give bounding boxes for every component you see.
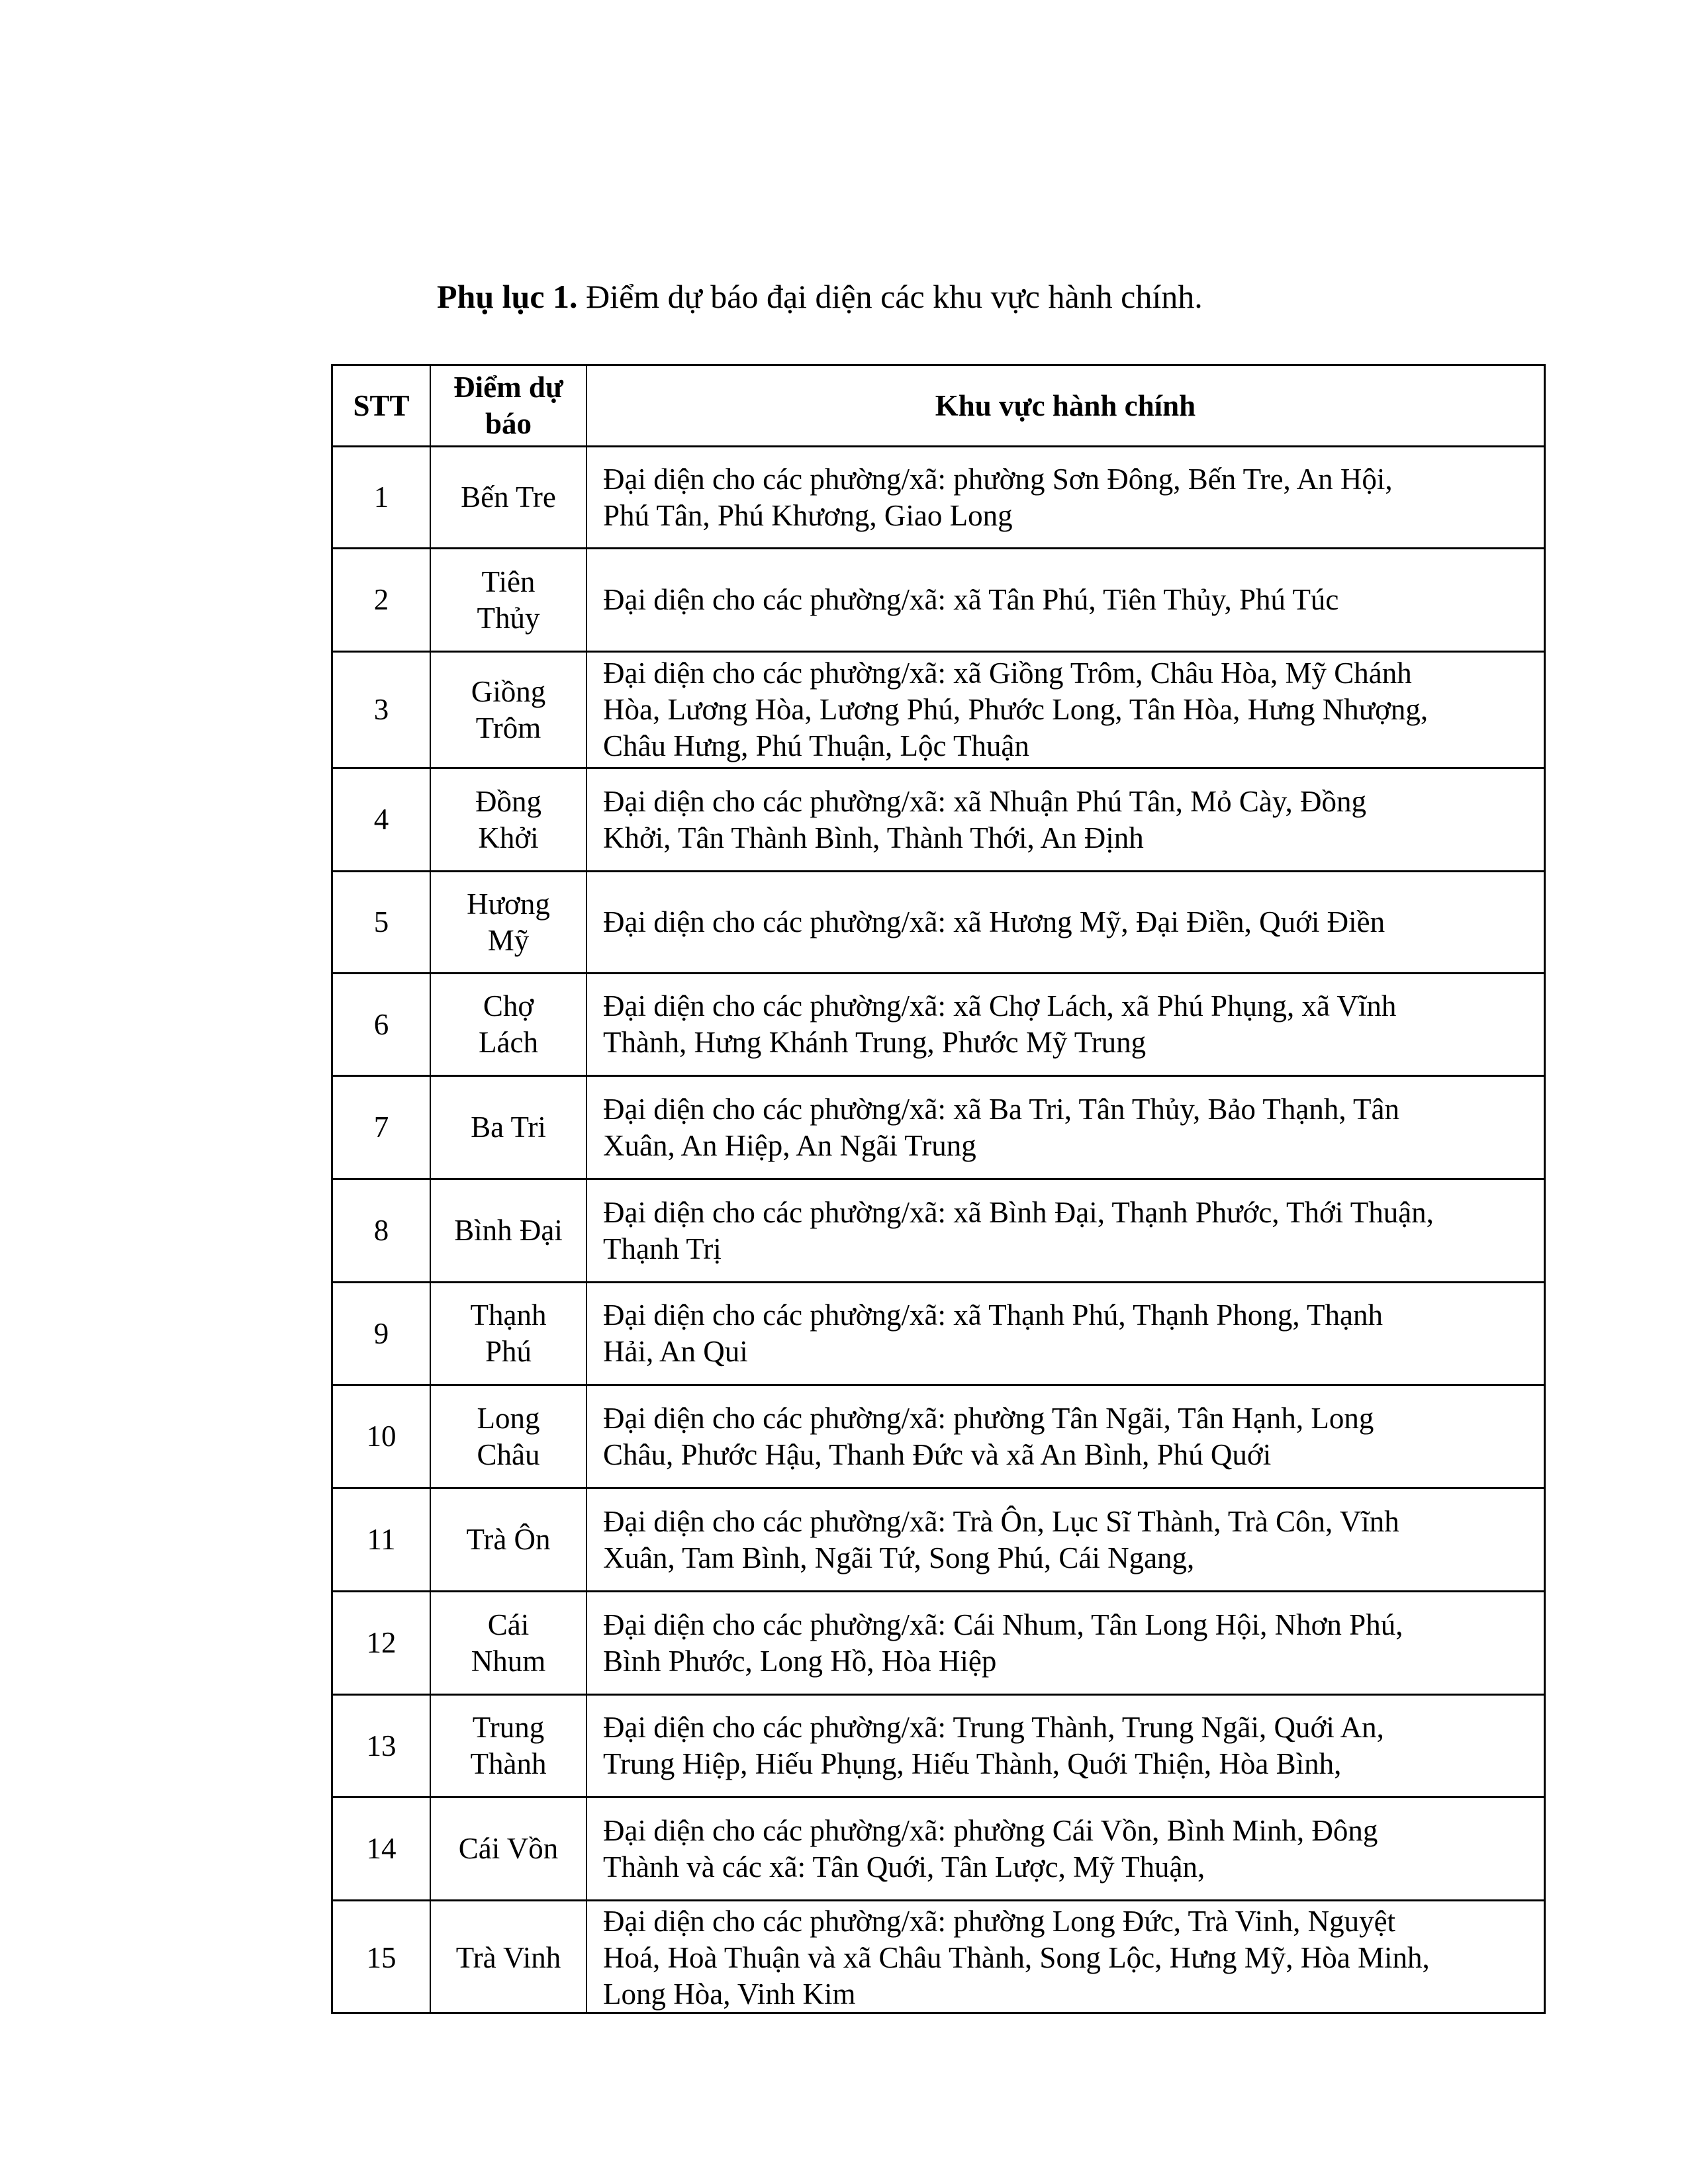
cell-forecast-point [431, 1283, 587, 1384]
header-stt-label: STT [353, 388, 410, 422]
admin-area-line: Thạnh Trị [603, 1232, 722, 1265]
appendix-caption: Điểm dự báo đại diện các khu vực hành chính. [586, 278, 1203, 315]
forecast-point-name: Trôm [475, 711, 541, 745]
admin-area-line: Khởi, Tân Thành Bình, Thành Thới, An Định [603, 821, 1144, 854]
admin-area-line: Đại diện cho các phường/xã: phường Long Đức, Trà Vinh, Nguyệt [603, 1904, 1396, 1938]
cell-stt [333, 1077, 431, 1178]
cell-admin-area [587, 872, 1544, 972]
cell-forecast-point [431, 1696, 587, 1796]
stt-value: 12 [366, 1626, 397, 1659]
admin-area-line: Bình Phước, Long Hồ, Hòa Hiệp [603, 1644, 997, 1678]
admin-area-line: Đại diện cho các phường/xã: xã Thạnh Phú, Thạnh Phong, Thạnh [603, 1298, 1383, 1332]
header-forecast-point [431, 366, 587, 445]
stt-value: 15 [366, 1940, 397, 1974]
table-header-row [333, 366, 1544, 445]
cell-admin-area [587, 1077, 1544, 1178]
cell-stt [333, 1901, 431, 2014]
cell-stt [333, 549, 431, 651]
forecast-point-name: Bến Tre [461, 480, 556, 514]
cell-stt [333, 1798, 431, 1899]
cell-stt [333, 653, 431, 767]
cell-admin-area [587, 1180, 1544, 1281]
cell-admin-area [587, 1283, 1544, 1384]
appendix-title [437, 277, 1203, 316]
cell-stt [333, 1489, 431, 1590]
cell-admin-area [587, 1489, 1544, 1590]
cell-admin-area [587, 1696, 1544, 1796]
cell-forecast-point [431, 1180, 587, 1281]
cell-stt [333, 447, 431, 547]
admin-area-line: Đại diện cho các phường/xã: xã Chợ Lách, xã Phú Phụng, xã Vĩnh [603, 989, 1397, 1023]
stt-value: 4 [373, 803, 389, 836]
admin-area-line: Phú Tân, Phú Khương, Giao Long [603, 498, 1013, 532]
admin-area-line: Trung Hiệp, Hiếu Phụng, Hiếu Thành, Quới Thiện, Hòa Bình, [603, 1747, 1342, 1780]
admin-area-line: Đại diện cho các phường/xã: xã Hương Mỹ, Đại Điền, Quới Điền [603, 905, 1385, 938]
forecast-point-name: Nhum [471, 1644, 546, 1678]
admin-area-line: Châu, Phước Hậu, Thanh Đức và xã An Bình, Phú Quới [603, 1437, 1272, 1471]
table-row [333, 547, 1544, 651]
table-row [333, 445, 1544, 547]
table-row [333, 767, 1544, 870]
forecast-point-name: Khởi [478, 821, 539, 854]
forecast-point-name: Long [477, 1401, 540, 1435]
table-row [333, 972, 1544, 1075]
admin-area-line: Đại diện cho các phường/xã: xã Nhuận Phú Tân, Mỏ Cày, Đồng [603, 784, 1366, 818]
stt-value: 8 [373, 1214, 389, 1247]
header-admin-area [587, 366, 1544, 445]
table-row [333, 1590, 1544, 1694]
stt-value: 6 [373, 1007, 389, 1041]
appendix-label: Phụ lục 1. [437, 278, 578, 315]
admin-area-line: Hoá, Hoà Thuận và xã Châu Thành, Song Lộc, Hưng Mỹ, Hòa Minh, [603, 1940, 1430, 1974]
forecast-point-name: Lách [479, 1026, 538, 1059]
admin-area-line: Thành, Hưng Khánh Trung, Phước Mỹ Trung [603, 1026, 1147, 1059]
cell-stt [333, 1386, 431, 1487]
stt-value: 9 [373, 1316, 389, 1350]
cell-forecast-point [431, 974, 587, 1075]
cell-stt [333, 769, 431, 870]
table-row [333, 870, 1544, 972]
cell-admin-area [587, 653, 1544, 767]
table-row [333, 1694, 1544, 1796]
forecast-point-name: Mỹ [487, 923, 530, 957]
header-forecast-point-line: báo [485, 407, 532, 440]
cell-forecast-point [431, 549, 587, 651]
admin-area-line: Đại diện cho các phường/xã: xã Bình Đại, Thạnh Phước, Thới Thuận, [603, 1195, 1434, 1229]
cell-stt [333, 1696, 431, 1796]
cell-forecast-point [431, 1077, 587, 1178]
forecast-point-name: Cái [487, 1608, 530, 1641]
cell-admin-area [587, 1592, 1544, 1694]
stt-value: 10 [366, 1420, 397, 1453]
header-admin-area-label: Khu vực hành chính [935, 388, 1196, 422]
stt-value: 14 [366, 1832, 397, 1865]
admin-area-line: Xuân, An Hiệp, An Ngãi Trung [603, 1128, 976, 1162]
table-row [333, 1281, 1544, 1384]
forecast-point-name: Cái Vồn [458, 1832, 559, 1865]
cell-forecast-point [431, 1592, 587, 1694]
cell-stt [333, 872, 431, 972]
admin-area-line: Long Hòa, Vinh Kim [603, 1977, 856, 2011]
table-row [333, 1487, 1544, 1590]
forecast-point-name: Châu [477, 1437, 540, 1471]
forecast-point-name: Chợ [483, 989, 534, 1023]
cell-forecast-point [431, 447, 587, 547]
stt-value: 11 [367, 1523, 396, 1556]
admin-area-line: Đại diện cho các phường/xã: xã Tân Phú, Tiên Thủy, Phú Túc [603, 583, 1339, 616]
admin-area-line: Xuân, Tam Bình, Ngãi Tứ, Song Phú, Cái Ngang, [603, 1541, 1195, 1574]
cell-forecast-point [431, 1901, 587, 2014]
cell-admin-area [587, 769, 1544, 870]
header-forecast-point-line: Điểm dự [453, 371, 563, 404]
forecast-points-table [331, 364, 1546, 2014]
cell-forecast-point [431, 1798, 587, 1899]
forecast-point-name: Phú [485, 1335, 532, 1368]
cell-admin-area [587, 1798, 1544, 1899]
admin-area-line: Hòa, Lương Hòa, Lương Phú, Phước Long, Tân Hòa, Hưng Nhượng, [603, 693, 1429, 726]
admin-area-line: Đại diện cho các phường/xã: xã Giồng Trôm, Châu Hòa, Mỹ Chánh [603, 657, 1412, 690]
forecast-point-name: Hương [467, 887, 550, 921]
forecast-point-name: Thành [470, 1747, 547, 1780]
cell-admin-area [587, 1901, 1544, 2014]
forecast-point-name: Thạnh [470, 1298, 547, 1332]
forecast-point-name: Giồng [471, 674, 546, 708]
cell-forecast-point [431, 1386, 587, 1487]
admin-area-line: Đại diện cho các phường/xã: phường Tân Ngãi, Tân Hạnh, Long [603, 1401, 1374, 1435]
forecast-point-name: Trà Ôn [466, 1523, 551, 1556]
admin-area-line: Đại diện cho các phường/xã: phường Cái Vồn, Bình Minh, Đông [603, 1813, 1378, 1847]
cell-stt [333, 1283, 431, 1384]
stt-value: 1 [373, 480, 389, 514]
cell-admin-area [587, 974, 1544, 1075]
forecast-point-name: Thủy [477, 601, 540, 635]
table-row [333, 651, 1544, 767]
header-stt [333, 366, 431, 445]
admin-area-line: Đại diện cho các phường/xã: phường Sơn Đông, Bến Tre, An Hội, [603, 462, 1393, 496]
admin-area-line: Đại diện cho các phường/xã: xã Ba Tri, Tân Thủy, Bảo Thạnh, Tân [603, 1092, 1399, 1126]
cell-forecast-point [431, 1489, 587, 1590]
table-row [333, 1796, 1544, 1899]
cell-forecast-point [431, 872, 587, 972]
forecast-point-name: Bình Đại [454, 1214, 563, 1247]
stt-value: 7 [373, 1111, 389, 1144]
forecast-point-name: Ba Tri [471, 1111, 546, 1144]
cell-admin-area [587, 447, 1544, 547]
cell-stt [333, 1592, 431, 1694]
forecast-point-name: Trung [472, 1711, 545, 1744]
cell-stt [333, 1180, 431, 1281]
forecast-point-name: Đồng [475, 784, 541, 818]
admin-area-line: Đại diện cho các phường/xã: Trung Thành, Trung Ngãi, Quới An, [603, 1711, 1384, 1744]
admin-area-line: Đại diện cho các phường/xã: Cái Nhum, Tân Long Hội, Nhơn Phú, [603, 1608, 1403, 1641]
admin-area-line: Châu Hưng, Phú Thuận, Lộc Thuận [603, 729, 1029, 762]
forecast-point-name: Trà Vinh [455, 1940, 561, 1974]
stt-value: 13 [366, 1729, 397, 1762]
stt-value: 5 [373, 905, 389, 938]
cell-admin-area [587, 1386, 1544, 1487]
forecast-point-name: Tiên [481, 565, 536, 598]
table-row [333, 1178, 1544, 1281]
admin-area-line: Hải, An Qui [603, 1335, 748, 1368]
admin-area-line: Thành và các xã: Tân Quới, Tân Lược, Mỹ Thuận, [603, 1850, 1205, 1884]
cell-forecast-point [431, 769, 587, 870]
table-row [333, 1384, 1544, 1487]
stt-value: 3 [373, 693, 389, 726]
table-row [333, 1075, 1544, 1178]
table-row [333, 1899, 1544, 2014]
cell-admin-area [587, 549, 1544, 651]
admin-area-line: Đại diện cho các phường/xã: Trà Ôn, Lục Sĩ Thành, Trà Côn, Vĩnh [603, 1504, 1399, 1538]
cell-stt [333, 974, 431, 1075]
cell-forecast-point [431, 653, 587, 767]
stt-value: 2 [373, 583, 389, 616]
